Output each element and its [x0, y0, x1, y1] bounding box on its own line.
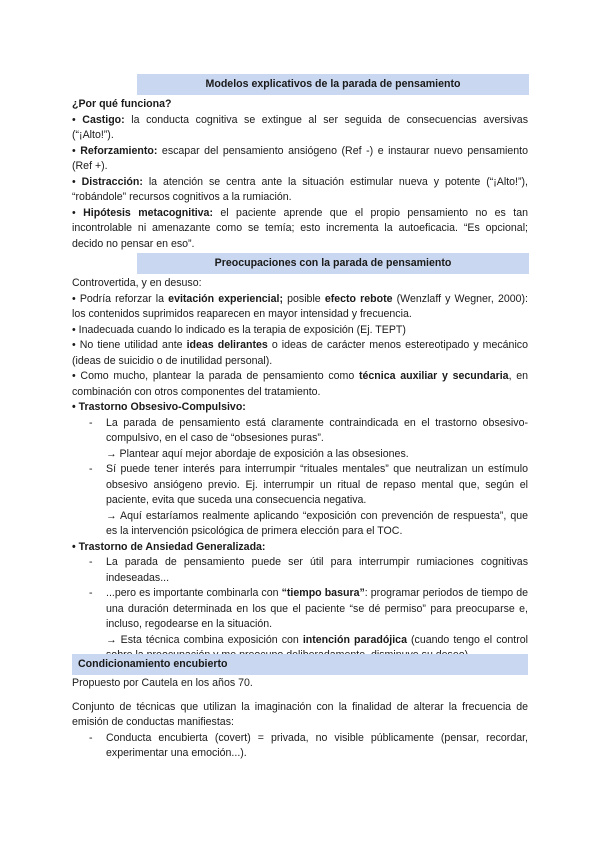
tag-item-1: - La parada de pensamiento puede ser útil para interrumpir rumiaciones cognitivas indeseadas...	[72, 555, 528, 586]
section-preocupaciones-body	[72, 276, 528, 664]
conjunto-paragraph: Conjunto de técnicas que utilizan la imaginación con la finalidad de alterar la frecuencia de emisión de conductas manifiestas:	[72, 700, 528, 728]
tag-item-3-arrow: → Esta técnica combina exposición con intención paradójica (cuando tengo el control	[106, 633, 529, 646]
toc-label: • Trastorno Obsesivo-Compulsivo:	[72, 401, 246, 413]
bullet-evitacion: • Podría reforzar la evitación experiencial; posible efecto rebote (Wenzlaff y Wegner, 2000): los contenidos suprimidos reaparecen en mayor intensidad y frecuencia.	[72, 292, 528, 320]
cautela-line: Propuesto por Cautela en los años 70.	[72, 677, 253, 689]
toc-item-2: - Sí puede tener interés para interrumpir “rituales mentales” que neutralizan un estímulo obsesivo ansiógeno previo. Ej. interrumpir un ritual de repaso mental que, según el paciente, evita que suceda una consecuencia negativa.	[72, 462, 528, 509]
question-line: ¿Por qué funciona?	[72, 98, 172, 110]
bullet-delirantes: • No tiene utilidad ante ideas delirantes o ideas de carácter menos estereotipado y mecánico (ideas de suicidio o de inutilidad personal).	[72, 339, 528, 367]
bullet-hipotesis: • Hipótesis metacognitiva: el paciente aprende que el propio pensamiento no es tan incontrolable ni amenazante como se temía; esto incrementa la autoeficacia. “Es opcional; decido no pensar en eso”.	[72, 206, 528, 250]
intro-line: Controvertida, y en desuso:	[72, 277, 202, 289]
section-condicionamiento-body	[72, 676, 528, 762]
tag-item-2: - ...pero es importante combinarla con “tiempo basura”: programar periodos de tiempo de una duración determinada en los que el paciente “se dé permiso” para preocuparse e, incluso, regodearse en la situación.	[72, 586, 528, 633]
section-heading-modelos: Modelos explicativos de la parada de pensamiento	[137, 74, 529, 95]
tag-label: • Trastorno de Ansiedad Generalizada:	[72, 540, 266, 553]
bullet-reforzamiento: • Reforzamiento: escapar del pensamiento ansiógeno (Ref -) e instaurar nuevo pensamiento (Ref +).	[72, 144, 528, 172]
toc-item-1: - La parada de pensamiento está claramente contraindicada en el trastorno obsesivo-compulsivo, en el caso de “obsesiones puras”.	[72, 416, 528, 447]
section-modelos-body	[72, 97, 528, 252]
bullet-exposicion: • Inadecuada cuando lo indicado es la terapia de exposición (Ej. TEPT)	[72, 323, 406, 336]
toc-item-1-arrow: → Plantear aquí mejor abordaje de exposición a las obsesiones.	[106, 447, 409, 460]
toc-item-2-arrow: → Aquí estaríamos realmente aplicando “exposición con prevención de respuesta”, que es la intervención psicológica de primera elección para el TOC.	[106, 509, 528, 537]
section-heading-preocupaciones: Preocupaciones con la parada de pensamiento	[137, 253, 529, 274]
bullet-auxiliar: • Como mucho, plantear la parada de pensamiento como técnica auxiliar y secundaria, en combinación con otros componentes del tratamiento.	[72, 370, 529, 398]
section-heading-condicionamiento: Condicionamiento encubierto	[72, 654, 528, 675]
conducta-encubierta-item: - Conducta encubierta (covert) = privada, no visible públicamente (pensar, recordar, experimentar una emoción...).	[72, 731, 528, 762]
bullet-distraccion: • Distracción: la atención se centra ante la situación estimular nueva y potente (“¡Alto!”), “robándole” recursos cognitivos a la rumiación.	[72, 175, 529, 203]
bullet-castigo: • Castigo: la conducta cognitiva se extingue al ser seguida de consecuencias aversivas (“¡Alto!”).	[72, 113, 528, 141]
